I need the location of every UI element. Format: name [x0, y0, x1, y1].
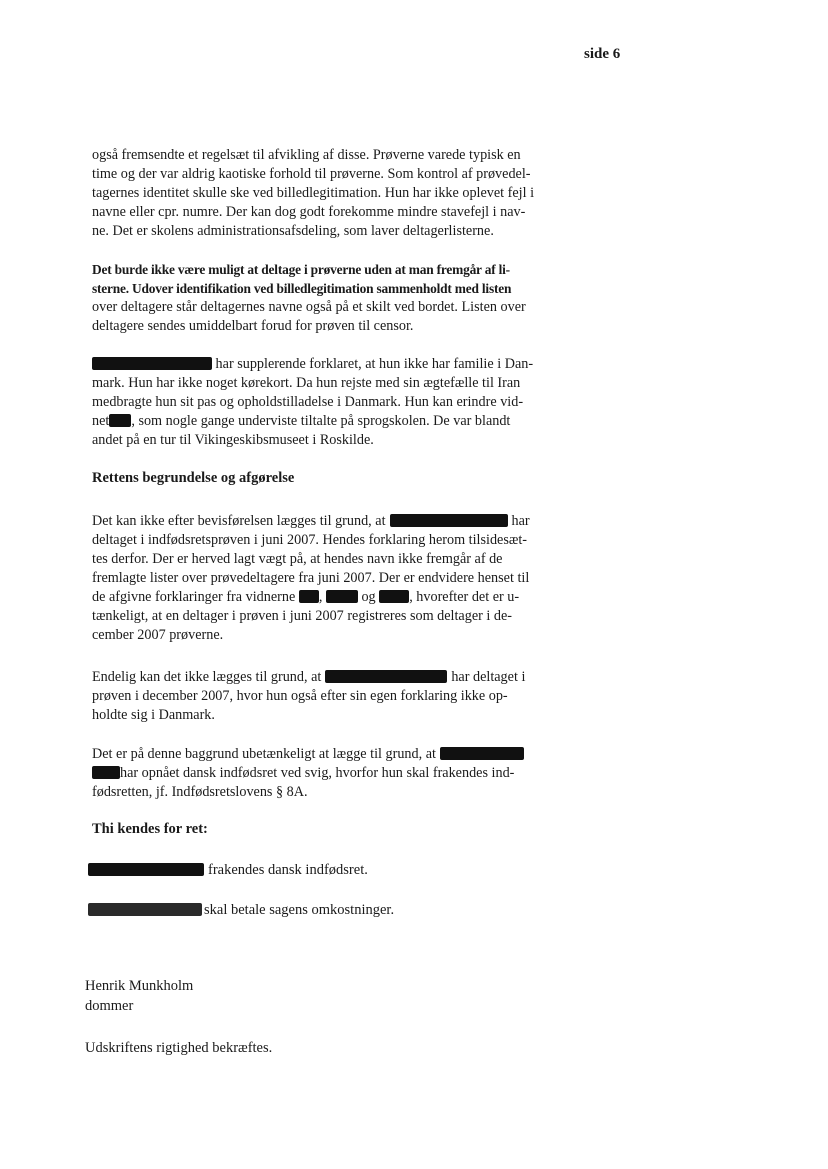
text-line [92, 355, 584, 374]
text-segment: har supplerende forklaret, at hun ikke har familie i Dan- [215, 356, 534, 372]
heading-verdict: Thi kendes for ret: [92, 821, 208, 837]
text-segment: har opnået dansk indfødsret ved svig, hvorfor hun skal frakendes ind- [120, 765, 515, 781]
redaction-block [88, 903, 202, 916]
text-line: tænkeligt, at en deltager i prøven i juni 2007 registreres som deltager i de- [92, 608, 512, 624]
text-segment: Det kan ikke efter bevisførelsen lægges til grund, at [92, 513, 386, 529]
text-segment: og [361, 589, 376, 605]
text-line: ne. Det er skolens administrationsafsdeling, som laver deltagerlisterne. [92, 223, 494, 239]
text-line: tagernes identitet skulle ske ved billedlegitimation. Hun har ikke oplevet fejl i [92, 185, 535, 201]
redaction-block [440, 747, 524, 760]
signature-block [85, 976, 193, 1016]
certification-line: Udskriftens rigtighed bekræftes. [85, 1040, 273, 1056]
text-line: mark. Hun har ikke noget kørekort. Da hun rejste med sin ægtefælle til Iran [92, 375, 521, 391]
text-line [92, 512, 584, 531]
text-line [92, 745, 584, 764]
text-line: medbragte hun sit pas og opholdstilladelse i Danmark. Hun kan erindre vid- [92, 394, 524, 410]
text-line-bold: Det burde ikke være muligt at deltage i prøverne uden at man fremgår af li- [92, 262, 510, 277]
text-line: cember 2007 prøverne. [92, 627, 224, 643]
paragraph-testimony-procedure [92, 146, 584, 241]
redaction-block [92, 766, 120, 779]
heading-reasons: Rettens begrundelse og afgørelse [92, 470, 295, 486]
redaction-block [325, 670, 447, 683]
text-line: fremlagte lister over prøvedeltagere fra juni 2007. Der er endvidere henset til [92, 570, 530, 586]
redaction-block [92, 357, 212, 370]
paragraph-court-reasoning [92, 512, 584, 645]
redaction-block [88, 863, 204, 876]
text-segment: , hvorefter det er u- [409, 589, 520, 605]
page-number: side 6 [584, 46, 621, 62]
verdict-text: frakendes dansk indfødsret. [208, 862, 368, 878]
text-line: over deltagere står deltagernes navne også på et skilt ved bordet. Listen over [92, 299, 526, 315]
text-line: tes derfor. Der er herved lagt vægt på, at hendes navn ikke fremgår af de [92, 551, 503, 567]
text-line: deltaget i indfødsretsprøven i juni 2007. Hendes forklaring herom tilsidesæt- [92, 532, 527, 548]
redaction-block [109, 414, 131, 427]
text-line [92, 588, 584, 607]
redaction-block [299, 590, 319, 603]
redaction-block [326, 590, 358, 603]
text-line: prøven i december 2007, hvor hun også efter sin egen forklaring ikke op- [92, 688, 508, 704]
redaction-block [390, 514, 508, 527]
text-segment: har [511, 513, 530, 529]
text-line: andet på en tur til Vikingeskibsmuseet i Roskilde. [92, 432, 374, 448]
text-line: holdte sig i Danmark. [92, 707, 215, 723]
text-segment: , [318, 589, 323, 605]
redaction-block [379, 590, 409, 603]
paragraph-participant-lists [92, 260, 584, 336]
text-segment: net [92, 413, 110, 429]
text-segment: har deltaget i [451, 669, 526, 685]
text-line: fødsretten, jf. Indfødsretslovens § 8A. [92, 784, 308, 800]
paragraph-december-exam [92, 668, 584, 725]
text-segment: Endelig kan det ikke lægges til grund, at [92, 669, 322, 685]
text-line: time og der var aldrig kaotiske forhold til prøverne. Som kontrol af prøvedel- [92, 166, 531, 182]
text-line [92, 412, 584, 431]
text-line: deltagere sendes umiddelbart forud for prøven til censor. [92, 318, 414, 334]
text-segment: , som nogle gange underviste tiltalte på sprogskolen. De var blandt [131, 413, 511, 429]
judge-name: Henrik Munkholm [85, 978, 194, 994]
paragraph-supplementary-statement [92, 355, 584, 450]
text-segment: de afgivne forklaringer fra vidnerne [92, 589, 296, 605]
judge-title: dommer [85, 998, 134, 1014]
text-line: også fremsendte et regelsæt til afvikling af disse. Prøverne varede typisk en [92, 147, 521, 163]
text-line-bold: sterne. Udover identifikation ved billedlegitimation sammenholdt med listen [92, 281, 512, 296]
paragraph-conclusion [92, 745, 584, 802]
text-line: navne eller cpr. numre. Der kan dog godt forekomme mindre stavefejl i nav- [92, 204, 526, 220]
text-segment: Det er på denne baggrund ubetænkeligt at lægge til grund, at [92, 746, 436, 762]
text-line [92, 668, 584, 687]
verdict-line-2 [88, 902, 394, 919]
verdict-text: skal betale sagens omkostninger. [204, 902, 395, 918]
text-line [92, 764, 584, 783]
verdict-line-1 [88, 862, 368, 879]
